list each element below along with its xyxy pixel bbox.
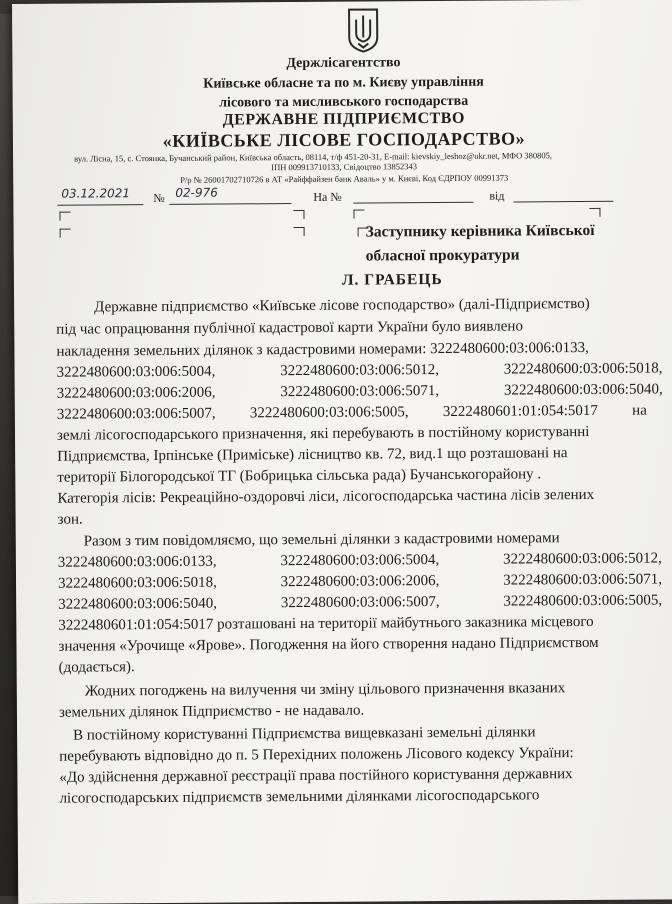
body-line: під час опрацювання публічної кадастрової карти України було виявлено: [56, 318, 523, 338]
body-line: лісогосподарських підприємств земельними ділянками лісогосподарського: [59, 787, 540, 807]
header-address: вул. Лісна, 15, с. Стоянка, Бучанський район, Київська область, 08114, т/ф 451-20-31, E-mail: kievskiy_leshoz@ukr.net, МФО 380805,: [74, 150, 553, 164]
body-line: 3222480601:01:054:5017 розташовані на території майбутнього заказника місцевого: [58, 613, 594, 634]
ref-on-label: На №: [313, 189, 342, 204]
body-cadastral-row: [58, 592, 662, 613]
body-word: на: [632, 402, 647, 419]
body-cadastral-row: [58, 550, 662, 571]
body-line: Категорія лісів: Рекреаційно-оздоровчі ліси, лісогосподарська частина лісів зелених: [57, 486, 595, 507]
header-agency: Держлісагентство: [286, 55, 401, 72]
addressee-line3: Л. ГРАБЕЦЬ: [341, 271, 443, 289]
header-dept-line2: лісового та мисливського господарства: [219, 93, 469, 111]
cadastral-number: 3222480600:03:006:5018,: [57, 574, 217, 592]
body-line: В постійному користуванні Підприємства вищевказані земельні ділянки: [73, 724, 536, 744]
body-line: накладення земельних ділянок з кадастровими номерами: 3222480600:03:006:0133,: [56, 339, 589, 360]
body-line: Разом з тим повідомляємо, що земельні ділянки з кадастровими номерами: [83, 530, 560, 550]
letter-sheet: [12, 0, 672, 904]
cadastral-number: 3222480600:03:006:5012,: [503, 550, 662, 568]
body-line: зон.: [57, 511, 83, 528]
body-cadastral-row: [57, 381, 663, 402]
cadastral-number: 3222480600:03:006:5012,: [280, 362, 439, 380]
cadastral-number: 3222480600:03:006:2006,: [56, 384, 216, 402]
from-underline: [513, 201, 613, 203]
body-line: Жодних погоджень на вилучення чи зміну цільового призначення вказаних: [84, 680, 566, 700]
corner-mark: [293, 210, 304, 219]
corner-mark: [294, 227, 305, 236]
body-cadastral-row: [58, 571, 662, 592]
header-name: «КИЇВСЬКЕ ЛІСОВЕ ГОСПОДАРСТВО»: [162, 128, 526, 151]
cadastral-number: 3222480601:01:054:5017: [442, 402, 598, 421]
cadastral-number: 3222480600:03:006:5007,: [56, 405, 216, 423]
coat-of-arms-icon: [346, 7, 380, 53]
cadastral-number: 3222480600:03:006:5071,: [280, 383, 440, 401]
body-line: значення «Урочище «Ярове». Погодження на його створення надано Підприємством: [58, 634, 599, 655]
cadastral-number: 3222480600:03:006:5004,: [56, 363, 216, 381]
corner-mark: [589, 208, 600, 217]
body-line: Підприємства, Ірпінське (Приміське) лісництво кв. 72, вид.1 що розташовані на: [57, 445, 568, 465]
ref-from-label: від: [489, 188, 505, 203]
date-underline: [57, 204, 143, 206]
body-line: (додається).: [58, 659, 135, 676]
cadastral-number: 3222480600:03:006:5004,: [280, 552, 440, 570]
body-line: Державне підприємство «Київське лісове господарство» (далі-Підприємство): [94, 295, 590, 316]
cadastral-number: 3222480600:03:006:5040,: [503, 381, 663, 399]
addressee-line1: Заступнику керівника Київської: [365, 221, 595, 241]
corner-mark: [60, 229, 71, 238]
header-codes: ІПН 009913710133, Свідоцтво 13852343: [271, 161, 418, 173]
body-line: земельних ділянок Підприємство - не надавало.: [58, 702, 365, 721]
ref-num-label: №: [153, 190, 165, 206]
body-cadastral-row: [57, 403, 647, 424]
cadastral-number: 3222480600:03:006:5040,: [58, 595, 218, 613]
header-bank: Р/р № 26001702710726 в АТ «Райффайзен банк Аваль» у м. Києві, Код ЄДРПОУ 00991373: [180, 172, 509, 185]
corner-mark: [353, 210, 364, 219]
corner-mark: [59, 212, 70, 221]
ref-number: 02-976: [175, 185, 218, 200]
header-dept-line1: Київське обласне та по м. Києву управління: [203, 74, 484, 92]
cadastral-number: 3222480600:03:006:5071,: [503, 571, 663, 589]
cadastral-number: 3222480600:03:006:5005,: [503, 592, 663, 610]
body-line: перебувають відповідно до п. 5 Перехідних положень Лісового кодексу України:: [59, 745, 574, 765]
cadastral-number: 3222480600:03:006:2006,: [280, 573, 440, 591]
body-line: землі лісогосподарського призначення, які перебувають в постійному користуванні: [56, 423, 590, 444]
header-type: ДЕРЖАВНЕ ПІДПРИЄМСТВО: [222, 109, 465, 129]
cadastral-number: 3222480600:03:006:0133,: [57, 553, 217, 571]
cadastral-number: 3222480600:03:006:5007,: [280, 594, 440, 612]
ref-date: 03.12.2021: [61, 186, 131, 201]
cadastral-number: 3222480600:03:006:5005,: [249, 404, 409, 422]
cadastral-number: 3222480600:03:006:5018,: [503, 360, 663, 378]
addressee-line2: обласної прокуратури: [365, 246, 520, 265]
body-line: території Білогородської ТГ (Бобрицька сільська рада) Бучанськогорайону .: [57, 466, 542, 486]
body-cadastral-row: [57, 360, 663, 381]
on-number-underline: [353, 202, 473, 204]
body-line: «До здійснення державної реєстрації права постійного користування державних: [59, 766, 573, 786]
number-underline: [169, 203, 291, 205]
